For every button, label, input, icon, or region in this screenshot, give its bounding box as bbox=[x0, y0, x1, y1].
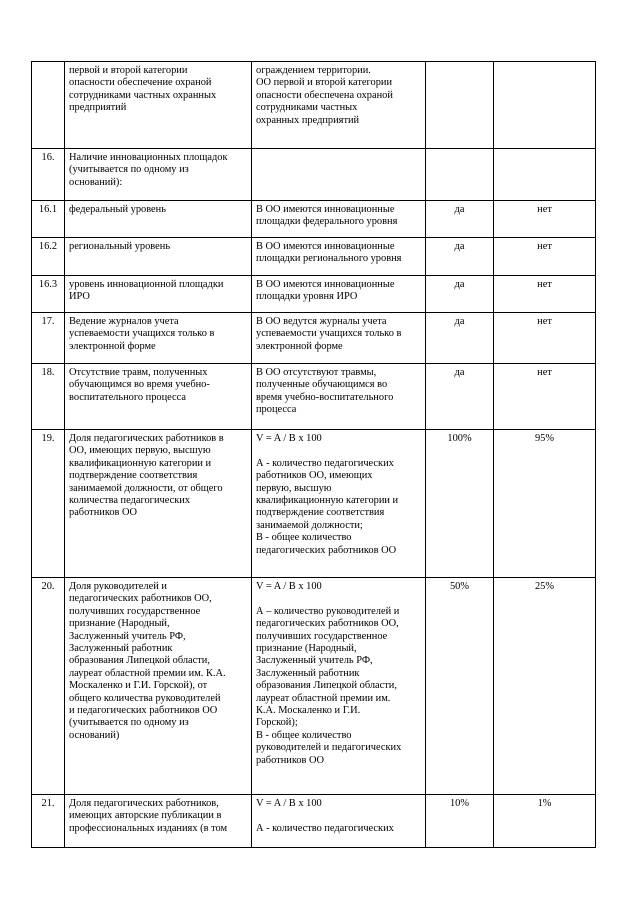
value-target: 10% bbox=[426, 795, 494, 848]
value-target: да bbox=[426, 238, 494, 276]
value-threshold bbox=[494, 149, 596, 201]
criterion-name: Доля педагогических работников, имеющих авторские публикации в профессиональных изданиях (в том bbox=[65, 795, 252, 848]
row-number: 17. bbox=[32, 313, 65, 364]
row-number: 20. bbox=[32, 578, 65, 795]
value-target: 50% bbox=[426, 578, 494, 795]
criterion-name: Доля руководителей и педагогических работников ОО, получивших государственное признание (Народный, Заслуженный учитель РФ, Заслуженный работник образования Липецкой области, лауреат областной премии им. К.А. Москаленко и Г.И. Горской), от общего количества руководителей и педагогических работников ОО (учитывается по одному из оснований) bbox=[65, 578, 252, 795]
value-target bbox=[426, 149, 494, 201]
criterion-name: первой и второй категории опасности обеспечение охраной сотрудниками частных охранных предприятий bbox=[65, 62, 252, 149]
row-number: 18. bbox=[32, 364, 65, 430]
row-number: 16.3 bbox=[32, 276, 65, 313]
criterion-calculation: В ОО ведутся журналы учета успеваемости учащихся только в электронной форме bbox=[252, 313, 426, 364]
table-row bbox=[32, 430, 596, 578]
criterion-calculation: В ОО имеются инновационные площадки уровня ИРО bbox=[252, 276, 426, 313]
row-number bbox=[32, 62, 65, 149]
value-target: да bbox=[426, 201, 494, 238]
criterion-name: уровень инновационной площадки ИРО bbox=[65, 276, 252, 313]
value-threshold: 95% bbox=[494, 430, 596, 578]
value-target: да bbox=[426, 364, 494, 430]
criterion-calculation: ограждением территории. ОО первой и второй категории опасности обеспечена охраной сотрудниками частных охранных предприятий bbox=[252, 62, 426, 149]
criterion-calculation: V = A / B x 100 А - количество педагогических работников ОО, имеющих первую, высшую квалификационную категории и подтверждение соответствия занимаемой должности; В - общее количество педагогических работников ОО bbox=[252, 430, 426, 578]
criterion-name: Отсутствие травм, полученных обучающимся во время учебно- воспитательного процесса bbox=[65, 364, 252, 430]
value-threshold: нет bbox=[494, 276, 596, 313]
value-threshold: нет bbox=[494, 364, 596, 430]
criterion-calculation: V = A / B x 100 А - количество педагогических bbox=[252, 795, 426, 848]
criterion-calculation: В ОО отсутствуют травмы, полученные обучающимся во время учебно-воспитательного процесса bbox=[252, 364, 426, 430]
table-row bbox=[32, 313, 596, 364]
table-row bbox=[32, 795, 596, 848]
value-target: 100% bbox=[426, 430, 494, 578]
table-row bbox=[32, 364, 596, 430]
criterion-name: федеральный уровень bbox=[65, 201, 252, 238]
row-number: 16. bbox=[32, 149, 65, 201]
criterion-calculation bbox=[252, 149, 426, 201]
value-target: да bbox=[426, 276, 494, 313]
table-row bbox=[32, 238, 596, 276]
value-threshold: 1% bbox=[494, 795, 596, 848]
table-row bbox=[32, 578, 596, 795]
value-threshold: нет bbox=[494, 238, 596, 276]
row-number: 21. bbox=[32, 795, 65, 848]
row-number: 16.2 bbox=[32, 238, 65, 276]
criterion-name: Ведение журналов учета успеваемости учащихся только в электронной форме bbox=[65, 313, 252, 364]
table-row bbox=[32, 62, 596, 149]
criterion-name: региональный уровень bbox=[65, 238, 252, 276]
value-threshold bbox=[494, 62, 596, 149]
criteria-table-body bbox=[32, 62, 596, 848]
value-target: да bbox=[426, 313, 494, 364]
table-row bbox=[32, 149, 596, 201]
criterion-calculation: V = A / B x 100 А – количество руководителей и педагогических работников ОО, получивших государственное признание (Народный, Заслуженный учитель РФ, Заслуженный работник образования Липецкой области, лауреат областной премии им. К.А. Москаленко и Г.И. Горской); В - общее количество руководителей и педагогических работников ОО bbox=[252, 578, 426, 795]
value-threshold: нет bbox=[494, 313, 596, 364]
row-number: 19. bbox=[32, 430, 65, 578]
criterion-name: Наличие инновационных площадок (учитывается по одному из оснований): bbox=[65, 149, 252, 201]
criterion-calculation: В ОО имеются инновационные площадки федерального уровня bbox=[252, 201, 426, 238]
table-row bbox=[32, 201, 596, 238]
criterion-calculation: В ОО имеются инновационные площадки регионального уровня bbox=[252, 238, 426, 276]
criterion-name: Доля педагогических работников в ОО, имеющих первую, высшую квалификационную категории и подтверждение соответствия занимаемой должности, от общего количества педагогических работников ОО bbox=[65, 430, 252, 578]
value-threshold: нет bbox=[494, 201, 596, 238]
criteria-table bbox=[31, 61, 596, 848]
value-target bbox=[426, 62, 494, 149]
value-threshold: 25% bbox=[494, 578, 596, 795]
table-row bbox=[32, 276, 596, 313]
row-number: 16.1 bbox=[32, 201, 65, 238]
